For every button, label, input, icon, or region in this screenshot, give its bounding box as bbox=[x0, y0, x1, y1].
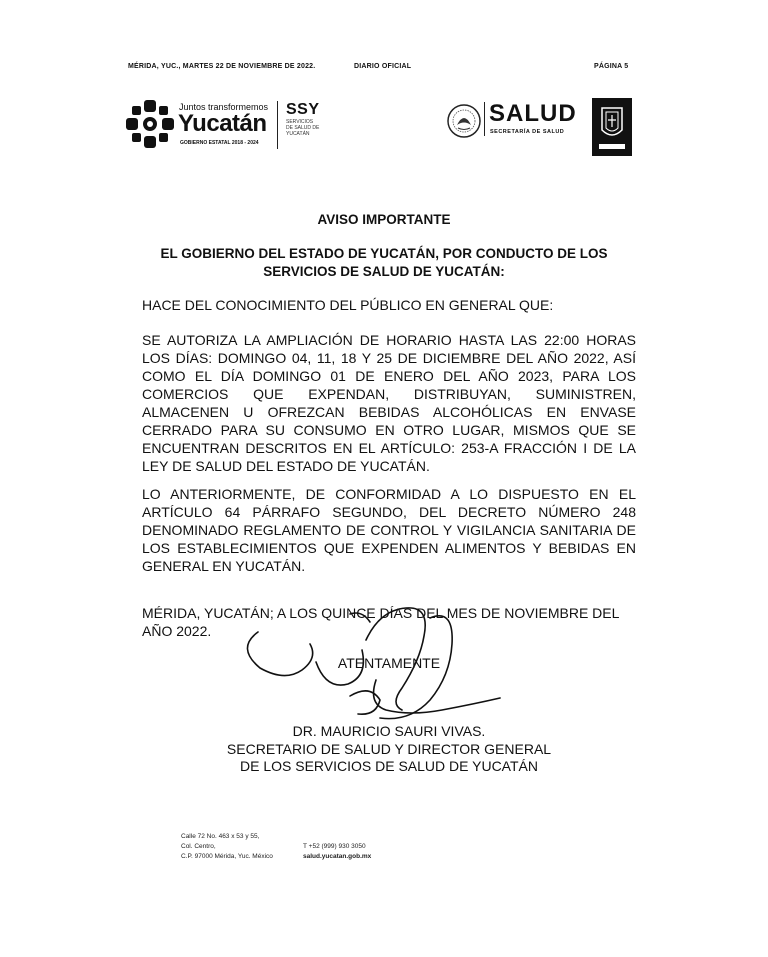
footer-address-line-1: Calle 72 No. 463 x 53 y 55, bbox=[181, 833, 260, 840]
signature-role-line-2: DE LOS SERVICIOS DE SALUD DE YUCATÁN bbox=[240, 758, 538, 774]
salud-subtitle: SECRETARÍA DE SALUD bbox=[490, 129, 565, 135]
notice-subtitle-line-1: EL GOBIERNO DEL ESTADO DE YUCATÁN, POR CONDUCTO DE LOS bbox=[160, 246, 608, 261]
salud-wordmark: SALUD bbox=[489, 100, 577, 127]
ssy-line-3: YUCATÁN bbox=[286, 131, 310, 137]
mexico-seal-icon bbox=[446, 103, 482, 144]
yucatan-wordmark: Yucatán bbox=[178, 110, 267, 137]
header-date: MÉRIDA, YUC., MARTES 22 DE NOVIEMBRE DE 2022. bbox=[128, 63, 316, 70]
gobierno-label: GOBIERNO ESTATAL 2018 - 2024 bbox=[180, 140, 259, 146]
notice-paragraph-2: LO ANTERIORMENTE, DE CONFORMIDAD A LO DISPUESTO EN EL ARTÍCULO 64 PÁRRAFO SEGUNDO, DEL DECRETO NÚMERO 248 DENOMINADO REGLAMENTO DE CONTROL Y VIGILANCIA SANITARIA DE LOS ESTABLECIMIENTOS QUE EXPENDEN ALIMENTOS Y BEBIDAS EN GENERAL EN YUCATÁN. bbox=[142, 486, 636, 574]
yucatan-shield-icon bbox=[592, 98, 632, 161]
notice-title: AVISO IMPORTANTE bbox=[317, 212, 451, 227]
yucatan-emblem-icon bbox=[126, 100, 174, 153]
juntos-slogan: Juntos transformemos bbox=[179, 102, 269, 112]
ssy-logo bbox=[277, 101, 320, 149]
notice-subtitle-line-2: SERVICIOS DE SALUD DE YUCATÁN: bbox=[263, 264, 505, 279]
footer-website: salud.yucatan.gob.mx bbox=[303, 853, 372, 860]
footer-address-line-3: C.P. 97000 Mérida, Yuc. México bbox=[181, 853, 273, 860]
signature-closing: ATENTAMENTE bbox=[337, 655, 441, 671]
header-publication: DIARIO OFICIAL bbox=[354, 63, 412, 70]
notice-intro: HACE DEL CONOCIMIENTO DEL PÚBLICO EN GENERAL QUE: bbox=[142, 297, 554, 313]
footer-address-line-2: Col. Centro, bbox=[181, 843, 216, 850]
footer-phone: T +52 (999) 930 3050 bbox=[303, 843, 366, 850]
ssy-line-1: SERVICIOS bbox=[286, 119, 314, 125]
signature-name: DR. MAURICIO SAURI VIVAS. bbox=[292, 723, 486, 739]
notice-place-date: MÉRIDA, YUCATÁN; A LOS QUINCE DÍAS DEL MES DE NOVIEMBRE DEL AÑO 2022. bbox=[142, 605, 619, 639]
notice-paragraph-1: SE AUTORIZA LA AMPLIACIÓN DE HORARIO HASTA LAS 22:00 HORAS LOS DÍAS: DOMINGO 04, 11, 18 Y 25 DE DICIEMBRE DEL AÑO 2022, ASÍ COMO EL DÍA DOMINGO 01 DE ENERO DEL AÑO 2023, PARA LOS COMERCIOS QUE EXPENDAN, DISTRIBUYAN, SUMINISTREN, ALMACENEN U OFREZCAN BEBIDAS ALCOHÓLICAS EN ENVASE CERRADO PARA SU CONSUMO EN OTRO LUGAR, MISMOS QUE SE ENCUENTRAN DESCRITOS EN EL ARTÍCULO: 253-A FRACCIÓN I DE LA LEY DE SALUD DEL ESTADO DE YUCATÁN. bbox=[142, 332, 636, 474]
ssy-wordmark: SSY bbox=[286, 101, 320, 118]
ssy-line-2: DE SALUD DE bbox=[286, 125, 320, 131]
signature-role-line-1: SECRETARIO DE SALUD Y DIRECTOR GENERAL bbox=[226, 741, 552, 757]
footer-contact bbox=[303, 842, 371, 862]
footer-address bbox=[181, 832, 273, 862]
header-page: PÁGINA 5 bbox=[594, 63, 629, 70]
